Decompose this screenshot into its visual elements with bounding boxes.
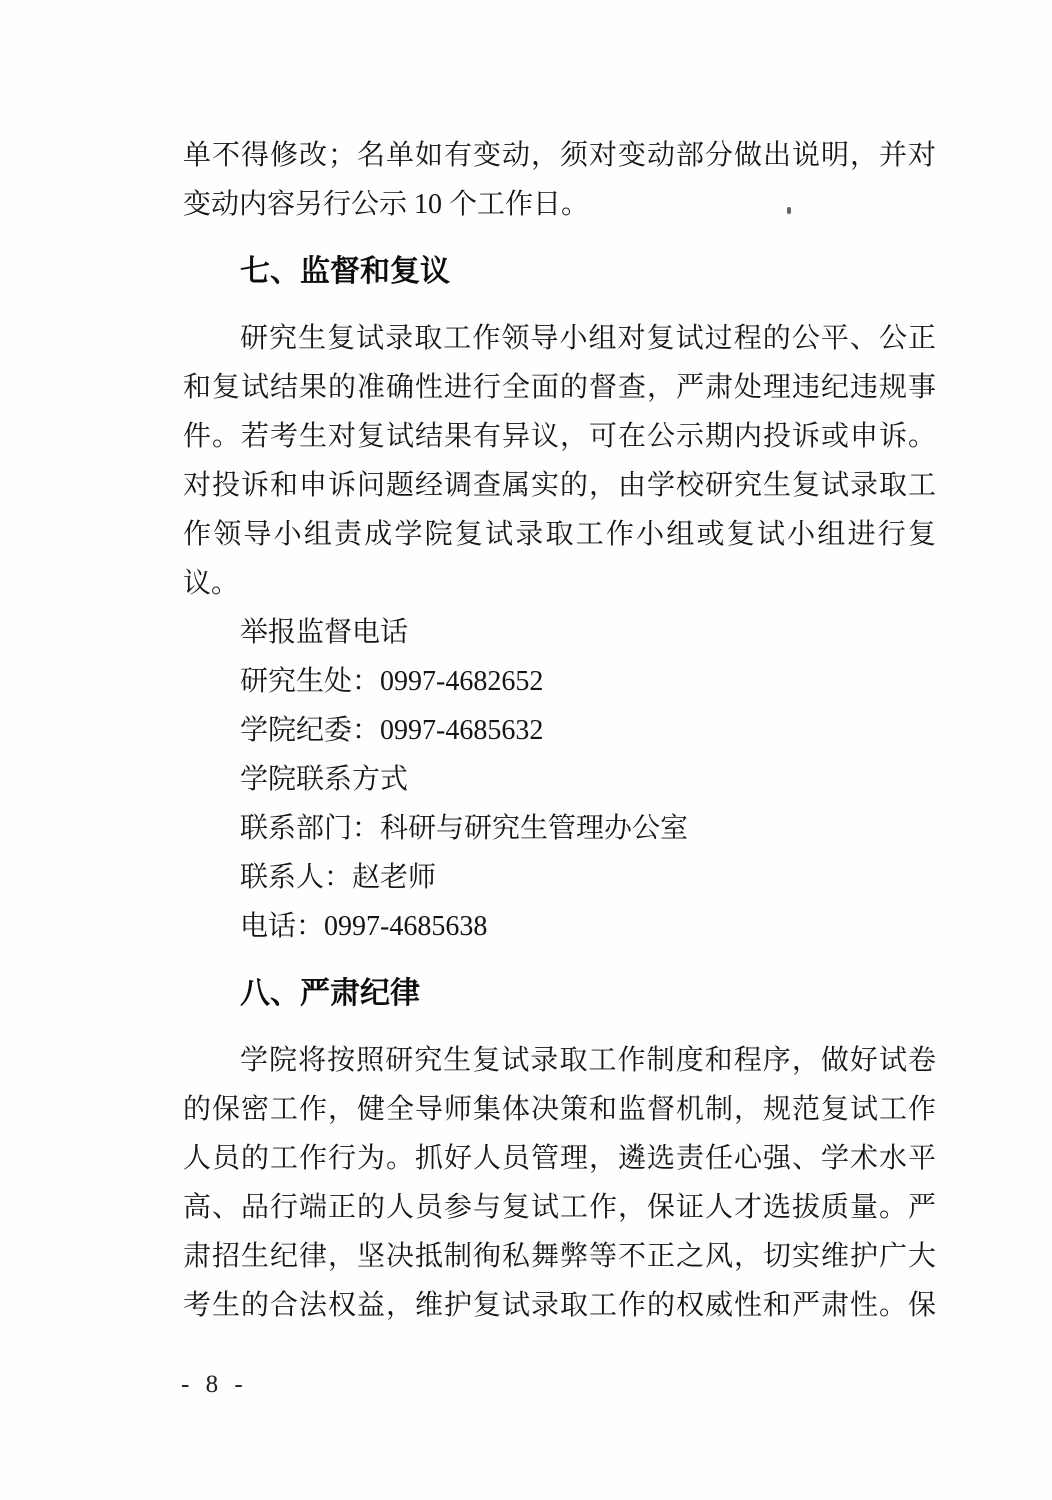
paragraph-line: 研究生复试录取工作领导小组对复试过程的公平、公正 bbox=[240, 323, 936, 354]
paragraph-line: 人员的工作行为。抓好人员管理，遴选责任心强、学术水平 bbox=[183, 1143, 936, 1174]
paragraph-line: 议。 bbox=[183, 568, 240, 599]
paragraph-line: 件。若考生对复试结果有异议，可在公示期内投诉或申诉。 bbox=[183, 421, 936, 452]
paragraph-line: 对投诉和申诉问题经调查属实的，由学校研究生复试录取工 bbox=[183, 470, 936, 501]
discipline-committee-phone-line: 学院纪委：0997-4685632 bbox=[240, 715, 544, 746]
report-hotline-label: 举报监督电话 bbox=[240, 617, 409, 648]
paragraph-line: 的保密工作，健全导师集体决策和监督机制，规范复试工作 bbox=[183, 1094, 936, 1125]
page-number: - 8 - bbox=[181, 1371, 248, 1398]
section-8-heading: 八、严肃纪律 bbox=[240, 977, 420, 1010]
paragraph-line: 和复试结果的准确性进行全面的督查，严肃处理违纪违规事 bbox=[183, 372, 936, 403]
paragraph-line: 肃招生纪律，坚决抵制徇私舞弊等不正之风，切实维护广大 bbox=[183, 1241, 936, 1272]
scan-speck bbox=[787, 207, 791, 214]
graduate-office-phone-line: 研究生处：0997-4682652 bbox=[240, 666, 544, 697]
paragraph-line: 单不得修改；名单如有变动，须对变动部分做出说明，并对 bbox=[183, 140, 936, 171]
contact-phone-line: 电话：0997-4685638 bbox=[240, 911, 488, 942]
contact-person-line: 联系人：赵老师 bbox=[240, 862, 437, 893]
paragraph-line: 高、品行端正的人员参与复试工作，保证人才选拔质量。严 bbox=[183, 1192, 936, 1223]
college-contact-label: 学院联系方式 bbox=[240, 764, 409, 795]
paragraph-line: 学院将按照研究生复试录取工作制度和程序，做好试卷 bbox=[240, 1045, 936, 1076]
document-body bbox=[183, 131, 936, 1330]
paragraph-line: 作领导小组责成学院复试录取工作小组或复试小组进行复 bbox=[183, 519, 936, 550]
paragraph-line: 考生的合法权益，维护复试录取工作的权威性和严肃性。保 bbox=[183, 1290, 936, 1321]
paragraph-line: 变动内容另行公示 10 个工作日。 bbox=[183, 189, 590, 220]
contact-department-line: 联系部门：科研与研究生管理办公室 bbox=[240, 813, 689, 844]
section-7-heading: 七、监督和复议 bbox=[240, 255, 450, 288]
